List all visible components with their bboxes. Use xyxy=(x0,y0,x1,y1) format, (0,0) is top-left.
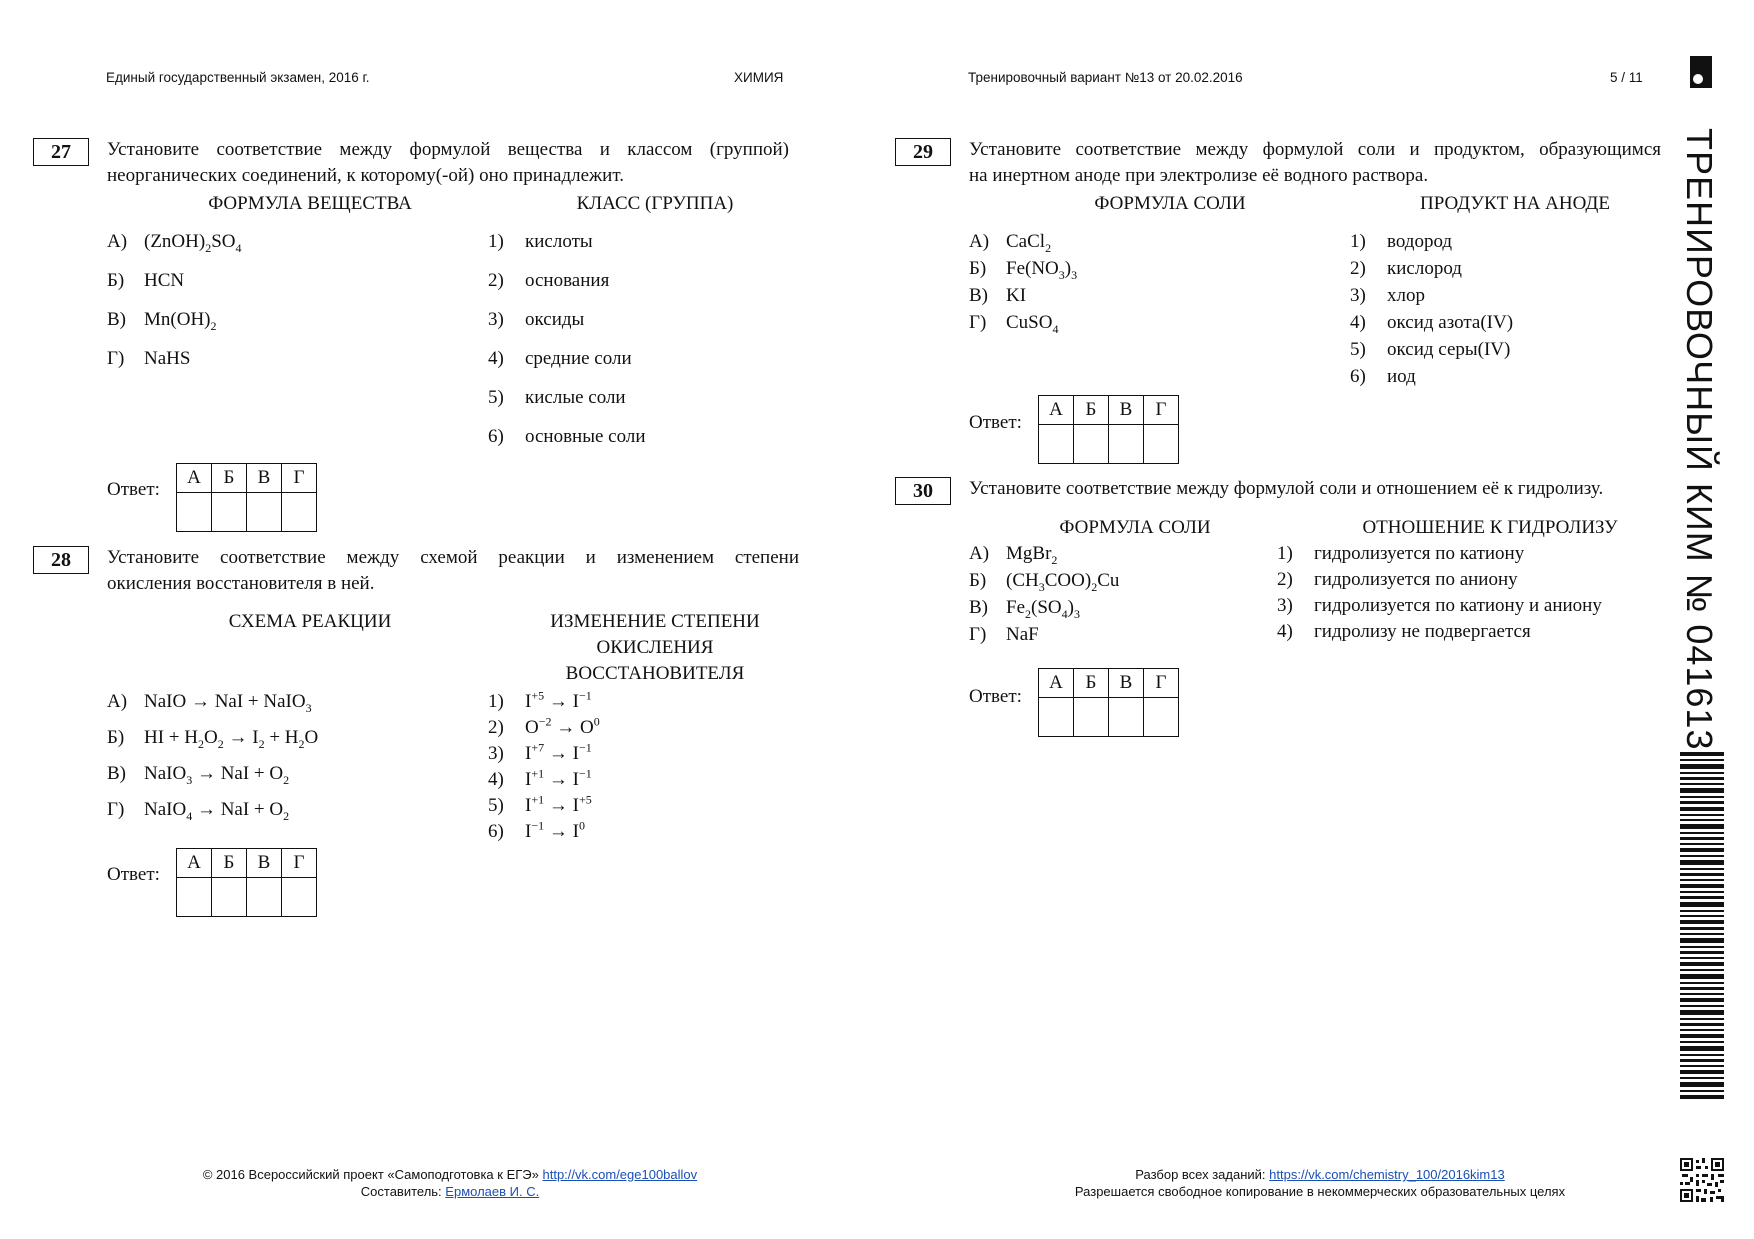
header-subject: ХИМИЯ xyxy=(734,70,784,85)
q30-answer-cell-d[interactable] xyxy=(1144,698,1179,737)
q30-left-item-b: Б) $(CH_3COO)_2Cu$ xyxy=(969,570,1120,594)
q28-right-item-4: 4) $I^{+1} \to I^{-1}$ xyxy=(488,766,592,790)
q27-left-item-b: Б) HCN xyxy=(107,270,185,291)
footer-copyright: © 2016 Всероссийский проект «Самоподготовка к ЕГЭ» xyxy=(202,1167,539,1182)
q28-right-item-2: 2) $O^{-2} \to O^0$ xyxy=(488,714,600,738)
barcode-icon xyxy=(1680,752,1724,1100)
q28-text xyxy=(107,545,799,597)
q27-text-line2: неорганических соединений, к которому(-ой) оно принадлежит. xyxy=(107,165,624,186)
q30-answer-cell-a[interactable] xyxy=(1039,698,1074,737)
q28-right-item-5: 5) $I^{+1} \to I^{+5}$ xyxy=(488,792,592,816)
q30-answer-table: А Б В Г xyxy=(1038,668,1179,737)
q28-left-item-d: Г) NaIO$_4$ → NaI + $O_2$ xyxy=(107,799,290,823)
q28-answer-cell-a[interactable] xyxy=(177,878,212,917)
corner-marker-icon xyxy=(1690,56,1712,88)
footer-project-link[interactable]: http://vk.com/ege100ballov xyxy=(542,1167,698,1182)
q29-right-item-1: 1) водород xyxy=(1350,231,1453,252)
header-variant: Тренировочный вариант №13 от 20.02.2016 xyxy=(968,70,1243,85)
header-page-number: 5 / 11 xyxy=(1610,70,1643,85)
q30-right-item-3: 3) гидролизуется по катиону и аниону xyxy=(1277,595,1602,616)
q29-left-item-c: В) KI xyxy=(969,285,1027,306)
q28-left-item-b: Б) HI + $H_2O_2 \to I_2 + H_2O$ xyxy=(107,727,319,751)
q27-text xyxy=(107,137,789,189)
q30-col-right-header: ОТНОШЕНИЕ К ГИДРОЛИЗУ xyxy=(1362,517,1618,538)
q27-left-item-d: Г) NaHS xyxy=(107,348,191,369)
q27-right-item-2: 2) основания xyxy=(488,270,610,291)
q28-answer-cell-c[interactable] xyxy=(247,878,282,917)
q29-col-left-header: ФОРМУЛА СОЛИ xyxy=(1094,193,1246,214)
q30-answer-cell-c[interactable] xyxy=(1109,698,1144,737)
q28-answer-cell-b[interactable] xyxy=(212,878,247,917)
q30-left-item-d: Г) NaF xyxy=(969,624,1039,645)
q29-col-right-header: ПРОДУКТ НА АНОДЕ xyxy=(1420,193,1610,214)
q29-answer-cell-b[interactable] xyxy=(1074,425,1109,464)
q28-left-item-a: А) NaIO → NaI + NaIO$_3$ xyxy=(107,691,312,715)
q30-left-item-c: В) $Fe_2(SO_4)_3$ xyxy=(969,597,1080,621)
q29-answer-cell-d[interactable] xyxy=(1144,425,1179,464)
qr-code-icon xyxy=(1680,1158,1724,1202)
q27-col-right-header: КЛАСС (ГРУППА) xyxy=(576,193,734,214)
footer-left xyxy=(130,1166,770,1200)
question-number-30: 30 xyxy=(895,477,951,505)
footer-author-link[interactable]: Ермолаев И. С. xyxy=(445,1184,540,1199)
q27-right-item-6: 6) основные соли xyxy=(488,426,646,447)
q29-answer-cell-a[interactable] xyxy=(1039,425,1074,464)
q28-right-item-3: 3) $I^{+7} \to I^{-1}$ xyxy=(488,740,592,764)
q29-right-item-3: 3) хлор xyxy=(1350,285,1425,306)
q29-left-item-d: Г) CuSO$_4$ xyxy=(969,312,1059,336)
q29-text xyxy=(969,137,1661,189)
footer-author-label: Составитель: xyxy=(360,1184,442,1199)
q29-text-line1: Установите соответствие между формулой соли и продуктом, образующимся xyxy=(969,139,1661,160)
q30-right-item-1: 1) гидролизуется по катиону xyxy=(1277,543,1525,564)
q29-answer-cell-c[interactable] xyxy=(1109,425,1144,464)
q29-text-line2: на инертном аноде при электролизе её водного раствора. xyxy=(969,165,1429,186)
q28-left-item-c: В) NaIO$_3$ → NaI + $O_2$ xyxy=(107,763,290,787)
q30-left-item-a: А) MgBr$_2$ xyxy=(969,543,1058,567)
q27-left-item-c: В) $Mn(OH)_2$ xyxy=(107,309,217,333)
q30-answer-label: Ответ: xyxy=(969,686,1022,707)
q28-col-left-header: СХЕМА РЕАКЦИИ xyxy=(228,611,392,632)
q30-col-left-header: ФОРМУЛА СОЛИ xyxy=(1059,517,1211,538)
q30-text: Установите соответствие между формулой соли и отношением её к гидролизу. xyxy=(969,478,1604,499)
q30-answer-cell-b[interactable] xyxy=(1074,698,1109,737)
q30-right-item-2: 2) гидролизуется по аниону xyxy=(1277,569,1518,590)
q29-right-item-2: 2) кислород xyxy=(1350,258,1462,279)
q27-left-item-a: А) $(ZnOH)_2SO_4$ xyxy=(107,231,242,255)
q29-answer-table: А Б В Г xyxy=(1038,395,1179,464)
q27-answer-cell-c[interactable] xyxy=(247,493,282,532)
footer-analysis-link[interactable]: https://vk.com/chemistry_100/2016kim13 xyxy=(1269,1167,1505,1182)
q29-right-item-5: 5) оксид серы(IV) xyxy=(1350,339,1511,360)
q27-text-line1: Установите соответствие между формулой вещества и классом (группой) xyxy=(107,139,789,160)
q27-answer-cell-d[interactable] xyxy=(282,493,317,532)
q28-answer-label: Ответ: xyxy=(107,864,160,885)
q28-right-item-6: 6) $I^{-1} \to I^0$ xyxy=(488,818,585,842)
footer-analysis-label: Разбор всех заданий: xyxy=(1135,1167,1266,1182)
q27-answer-table: А Б В Г xyxy=(176,463,317,532)
header-exam-title: Единый государственный экзамен, 2016 г. xyxy=(106,70,370,85)
footer-right xyxy=(1000,1166,1640,1200)
q27-right-item-4: 4) средние соли xyxy=(488,348,632,369)
q27-answer-label: Ответ: xyxy=(107,479,160,500)
q29-left-item-a: А) CaCl$_2$ xyxy=(969,231,1052,255)
q28-right-item-1: 1) $I^{+5} \to I^{-1}$ xyxy=(488,688,592,712)
q27-answer-cell-b[interactable] xyxy=(212,493,247,532)
q28-answer-cell-d[interactable] xyxy=(282,878,317,917)
side-title: ТРЕНИРОВОЧНЫЙ КИМ № 041613 xyxy=(1679,128,1720,751)
question-number-27: 27 xyxy=(33,138,89,166)
q29-answer-label: Ответ: xyxy=(969,412,1022,433)
q28-text-line1: Установите соответствие между схемой реакции и изменением степени xyxy=(107,547,799,568)
question-number-29: 29 xyxy=(895,138,951,166)
q28-answer-table: А Б В Г xyxy=(176,848,317,917)
q27-right-item-3: 3) оксиды xyxy=(488,309,585,330)
q29-left-item-b: Б) $Fe(NO_3)_3$ xyxy=(969,258,1078,282)
question-number-28: 28 xyxy=(33,546,89,574)
q27-col-left-header: ФОРМУЛА ВЕЩЕСТВА xyxy=(208,193,412,214)
q30-right-item-4: 4) гидролизу не подвергается xyxy=(1277,621,1531,642)
q29-right-item-4: 4) оксид азота(IV) xyxy=(1350,312,1514,333)
q28-text-line2: окисления восстановителя в ней. xyxy=(107,573,375,594)
q27-right-item-1: 1) кислоты xyxy=(488,231,593,252)
q27-right-item-5: 5) кислые соли xyxy=(488,387,626,408)
q27-answer-cell-a[interactable] xyxy=(177,493,212,532)
q28-col-right-header: ИЗМЕНЕНИЕ СТЕПЕНИ ОКИСЛЕНИЯ ВОССТАНОВИТЕЛЯ xyxy=(550,611,760,684)
footer-license: Разрешается свободное копирование в некоммерческих образовательных целях xyxy=(1074,1184,1566,1199)
q29-right-item-6: 6) иод xyxy=(1350,366,1416,387)
